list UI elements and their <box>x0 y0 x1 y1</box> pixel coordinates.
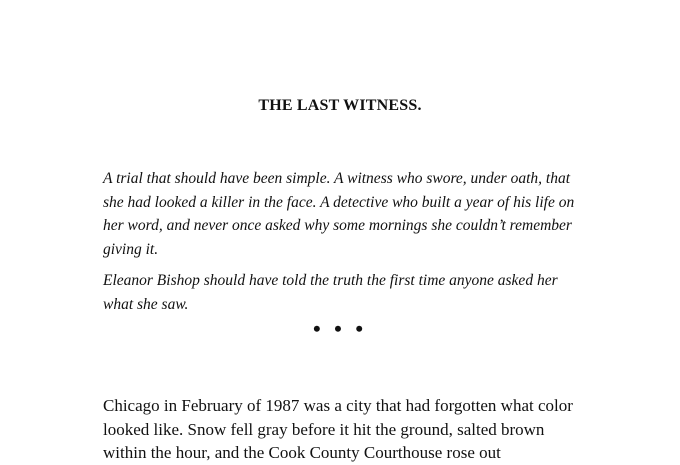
blurb-text-1: A trial that should have been simple. A witness who swore, under oath, that she had looked a killer in the face. A detective who built a year of his life on her word, and never once asked why some mornings she couldn’t remember giving it. <box>103 170 575 258</box>
body-paragraph <box>103 394 583 465</box>
blurb-text-2: Eleanor Bishop should have told the truth the first time anyone asked her what she saw. <box>103 272 558 313</box>
section-divider: • • • <box>312 316 368 341</box>
chapter-title: THE LAST WITNESS. <box>258 97 422 114</box>
blurb-paragraph-1 <box>103 167 588 261</box>
blurb-paragraph-2 <box>103 269 588 316</box>
body-text-1: Chicago in February of 1987 was a city that had forgotten what color looked like. Snow fell gray before it hit the ground, salted brown within the hour, and the Cook County Courthouse rose out <box>103 396 573 462</box>
